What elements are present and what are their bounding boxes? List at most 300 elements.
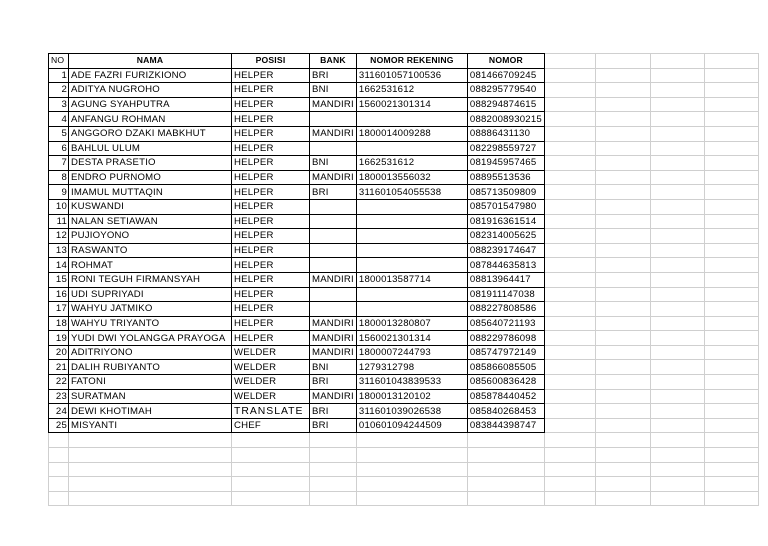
phone-number-cell[interactable]: 08886431130 xyxy=(467,126,544,141)
empty-cell[interactable] xyxy=(595,214,650,229)
bank-cell[interactable] xyxy=(310,214,357,229)
empty-cell[interactable] xyxy=(595,316,650,331)
empty-cell[interactable] xyxy=(704,360,758,375)
phone-number-cell[interactable]: 085747972149 xyxy=(467,345,544,360)
empty-cell[interactable] xyxy=(595,418,650,433)
empty-cell[interactable] xyxy=(544,418,595,433)
name-cell[interactable]: UDI SUPRIYADI xyxy=(69,287,232,302)
empty-cell[interactable] xyxy=(595,126,650,141)
empty-cell[interactable] xyxy=(467,477,544,492)
row-number[interactable]: 5 xyxy=(49,126,69,141)
empty-cell[interactable] xyxy=(595,229,650,244)
empty-cell[interactable] xyxy=(356,462,467,477)
empty-cell[interactable] xyxy=(704,433,758,448)
empty-cell[interactable] xyxy=(310,477,357,492)
row-number[interactable]: 12 xyxy=(49,229,69,244)
empty-cell[interactable] xyxy=(544,272,595,287)
empty-cell[interactable] xyxy=(650,97,704,112)
phone-number-cell[interactable]: 081466709245 xyxy=(467,68,544,83)
empty-cell[interactable] xyxy=(49,433,69,448)
header-cell[interactable]: BANK xyxy=(310,54,357,69)
empty-cell[interactable] xyxy=(650,448,704,463)
row-number[interactable]: 4 xyxy=(49,112,69,127)
bank-cell[interactable]: MANDIRI xyxy=(310,331,357,346)
name-cell[interactable]: SURATMAN xyxy=(69,389,232,404)
empty-cell[interactable] xyxy=(595,272,650,287)
row-number[interactable]: 11 xyxy=(49,214,69,229)
account-number-cell[interactable]: 1560021301314 xyxy=(356,97,467,112)
empty-cell[interactable] xyxy=(704,462,758,477)
name-cell[interactable]: DALIH RUBIYANTO xyxy=(69,360,232,375)
bank-cell[interactable] xyxy=(310,287,357,302)
empty-cell[interactable] xyxy=(704,404,758,419)
empty-cell[interactable] xyxy=(704,331,758,346)
empty-cell[interactable] xyxy=(704,199,758,214)
empty-cell[interactable] xyxy=(704,156,758,171)
empty-cell[interactable] xyxy=(544,214,595,229)
empty-cell[interactable] xyxy=(544,375,595,390)
empty-cell[interactable] xyxy=(310,433,357,448)
empty-cell[interactable] xyxy=(467,491,544,506)
empty-cell[interactable] xyxy=(650,243,704,258)
empty-cell[interactable] xyxy=(650,345,704,360)
empty-cell[interactable] xyxy=(650,185,704,200)
position-cell[interactable]: HELPER xyxy=(232,141,310,156)
account-number-cell[interactable]: 1800013556032 xyxy=(356,170,467,185)
empty-cell[interactable] xyxy=(595,83,650,98)
empty-cell[interactable] xyxy=(704,141,758,156)
empty-cell[interactable] xyxy=(544,345,595,360)
phone-number-cell[interactable]: 083844398747 xyxy=(467,418,544,433)
empty-cell[interactable] xyxy=(544,462,595,477)
empty-cell[interactable] xyxy=(650,126,704,141)
phone-number-cell[interactable]: 081945957465 xyxy=(467,156,544,171)
row-number[interactable]: 22 xyxy=(49,375,69,390)
account-number-cell[interactable]: 010601094244509 xyxy=(356,418,467,433)
bank-cell[interactable]: BRI xyxy=(310,418,357,433)
empty-cell[interactable] xyxy=(704,112,758,127)
account-number-cell[interactable]: 311601039026538 xyxy=(356,404,467,419)
empty-cell[interactable] xyxy=(544,126,595,141)
account-number-cell[interactable] xyxy=(356,229,467,244)
empty-cell[interactable] xyxy=(650,272,704,287)
position-cell[interactable]: WELDER xyxy=(232,345,310,360)
empty-cell[interactable] xyxy=(704,54,758,69)
empty-cell[interactable] xyxy=(544,185,595,200)
empty-cell[interactable] xyxy=(704,83,758,98)
account-number-cell[interactable]: 1662531612 xyxy=(356,83,467,98)
account-number-cell[interactable]: 1800013120102 xyxy=(356,389,467,404)
row-number[interactable]: 23 xyxy=(49,389,69,404)
empty-cell[interactable] xyxy=(650,462,704,477)
row-number[interactable]: 16 xyxy=(49,287,69,302)
name-cell[interactable]: IMAMUL MUTTAQIN xyxy=(69,185,232,200)
empty-cell[interactable] xyxy=(544,199,595,214)
position-cell[interactable]: HELPER xyxy=(232,243,310,258)
empty-cell[interactable] xyxy=(595,243,650,258)
bank-cell[interactable]: BNI xyxy=(310,156,357,171)
account-number-cell[interactable]: 311601057100536 xyxy=(356,68,467,83)
empty-cell[interactable] xyxy=(595,54,650,69)
account-number-cell[interactable]: 1800014009288 xyxy=(356,126,467,141)
empty-cell[interactable] xyxy=(232,491,310,506)
empty-cell[interactable] xyxy=(650,491,704,506)
position-cell[interactable]: HELPER xyxy=(232,112,310,127)
account-number-cell[interactable]: 1800007244793 xyxy=(356,345,467,360)
empty-cell[interactable] xyxy=(544,54,595,69)
phone-number-cell[interactable]: 0882008930215 xyxy=(467,112,544,127)
row-number[interactable]: 13 xyxy=(49,243,69,258)
phone-number-cell[interactable]: 08813964417 xyxy=(467,272,544,287)
empty-cell[interactable] xyxy=(544,331,595,346)
empty-cell[interactable] xyxy=(467,448,544,463)
account-number-cell[interactable] xyxy=(356,302,467,317)
account-number-cell[interactable]: 311601054055538 xyxy=(356,185,467,200)
row-number[interactable]: 14 xyxy=(49,258,69,273)
header-cell[interactable]: NO xyxy=(49,54,69,69)
empty-cell[interactable] xyxy=(544,83,595,98)
empty-cell[interactable] xyxy=(49,462,69,477)
position-cell[interactable]: HELPER xyxy=(232,126,310,141)
bank-cell[interactable]: BRI xyxy=(310,68,357,83)
empty-cell[interactable] xyxy=(595,199,650,214)
empty-cell[interactable] xyxy=(595,156,650,171)
empty-cell[interactable] xyxy=(467,462,544,477)
row-number[interactable]: 8 xyxy=(49,170,69,185)
row-number[interactable]: 18 xyxy=(49,316,69,331)
empty-cell[interactable] xyxy=(69,433,232,448)
empty-cell[interactable] xyxy=(650,112,704,127)
phone-number-cell[interactable]: 08895513536 xyxy=(467,170,544,185)
empty-cell[interactable] xyxy=(650,214,704,229)
empty-cell[interactable] xyxy=(704,491,758,506)
row-number[interactable]: 21 xyxy=(49,360,69,375)
row-number[interactable]: 1 xyxy=(49,68,69,83)
name-cell[interactable]: DEWI KHOTIMAH xyxy=(69,404,232,419)
empty-cell[interactable] xyxy=(544,258,595,273)
empty-cell[interactable] xyxy=(595,112,650,127)
position-cell[interactable]: HELPER xyxy=(232,229,310,244)
empty-cell[interactable] xyxy=(544,316,595,331)
name-cell[interactable]: ADITRIYONO xyxy=(69,345,232,360)
phone-number-cell[interactable]: 088239174647 xyxy=(467,243,544,258)
bank-cell[interactable]: BRI xyxy=(310,185,357,200)
empty-cell[interactable] xyxy=(704,272,758,287)
phone-number-cell[interactable]: 085878440452 xyxy=(467,389,544,404)
empty-cell[interactable] xyxy=(704,302,758,317)
phone-number-cell[interactable]: 082314005625 xyxy=(467,229,544,244)
position-cell[interactable]: HELPER xyxy=(232,199,310,214)
name-cell[interactable]: KUSWANDI xyxy=(69,199,232,214)
empty-cell[interactable] xyxy=(595,448,650,463)
account-number-cell[interactable] xyxy=(356,287,467,302)
empty-cell[interactable] xyxy=(704,214,758,229)
empty-cell[interactable] xyxy=(69,462,232,477)
header-cell[interactable]: NOMOR REKENING xyxy=(356,54,467,69)
phone-number-cell[interactable]: 082298559727 xyxy=(467,141,544,156)
bank-cell[interactable]: MANDIRI xyxy=(310,97,357,112)
bank-cell[interactable]: MANDIRI xyxy=(310,170,357,185)
empty-cell[interactable] xyxy=(650,83,704,98)
name-cell[interactable]: ANFANGU ROHMAN xyxy=(69,112,232,127)
empty-cell[interactable] xyxy=(232,477,310,492)
empty-cell[interactable] xyxy=(650,54,704,69)
row-number[interactable]: 7 xyxy=(49,156,69,171)
position-cell[interactable]: CHEF xyxy=(232,418,310,433)
phone-number-cell[interactable]: 081916361514 xyxy=(467,214,544,229)
name-cell[interactable]: RONI TEGUH FIRMANSYAH xyxy=(69,272,232,287)
empty-cell[interactable] xyxy=(467,433,544,448)
empty-cell[interactable] xyxy=(544,448,595,463)
empty-cell[interactable] xyxy=(595,141,650,156)
position-cell[interactable]: HELPER xyxy=(232,170,310,185)
position-cell[interactable]: HELPER xyxy=(232,331,310,346)
position-cell[interactable]: WELDER xyxy=(232,375,310,390)
empty-cell[interactable] xyxy=(704,316,758,331)
row-number[interactable]: 3 xyxy=(49,97,69,112)
empty-cell[interactable] xyxy=(544,477,595,492)
account-number-cell[interactable] xyxy=(356,214,467,229)
empty-cell[interactable] xyxy=(704,258,758,273)
name-cell[interactable]: WAHYU JATMIKO xyxy=(69,302,232,317)
empty-cell[interactable] xyxy=(49,448,69,463)
name-cell[interactable]: BAHLUL ULUM xyxy=(69,141,232,156)
position-cell[interactable]: HELPER xyxy=(232,272,310,287)
empty-cell[interactable] xyxy=(650,68,704,83)
empty-cell[interactable] xyxy=(595,491,650,506)
empty-cell[interactable] xyxy=(544,112,595,127)
empty-cell[interactable] xyxy=(69,448,232,463)
name-cell[interactable]: PUJIOYONO xyxy=(69,229,232,244)
empty-cell[interactable] xyxy=(704,97,758,112)
empty-cell[interactable] xyxy=(595,68,650,83)
empty-cell[interactable] xyxy=(544,404,595,419)
empty-cell[interactable] xyxy=(595,389,650,404)
bank-cell[interactable] xyxy=(310,141,357,156)
header-cell[interactable]: NOMOR xyxy=(467,54,544,69)
empty-cell[interactable] xyxy=(544,389,595,404)
empty-cell[interactable] xyxy=(356,448,467,463)
empty-cell[interactable] xyxy=(595,462,650,477)
name-cell[interactable]: YUDI DWI YOLANGGA PRAYOGA xyxy=(69,331,232,346)
name-cell[interactable]: NALAN SETIAWAN xyxy=(69,214,232,229)
position-cell[interactable]: HELPER xyxy=(232,156,310,171)
empty-cell[interactable] xyxy=(356,477,467,492)
empty-cell[interactable] xyxy=(650,258,704,273)
empty-cell[interactable] xyxy=(69,477,232,492)
phone-number-cell[interactable]: 088295779540 xyxy=(467,83,544,98)
name-cell[interactable]: ENDRO PURNOMO xyxy=(69,170,232,185)
name-cell[interactable]: ADE FAZRI FURIZKIONO xyxy=(69,68,232,83)
row-number[interactable]: 6 xyxy=(49,141,69,156)
bank-cell[interactable]: BRI xyxy=(310,404,357,419)
position-cell[interactable]: TRANSLATE xyxy=(232,404,310,419)
empty-cell[interactable] xyxy=(595,404,650,419)
empty-cell[interactable] xyxy=(595,287,650,302)
empty-cell[interactable] xyxy=(704,389,758,404)
empty-cell[interactable] xyxy=(310,448,357,463)
phone-number-cell[interactable]: 085701547980 xyxy=(467,199,544,214)
empty-cell[interactable] xyxy=(544,433,595,448)
row-number[interactable]: 17 xyxy=(49,302,69,317)
empty-cell[interactable] xyxy=(650,302,704,317)
name-cell[interactable]: AGUNG SYAHPUTRA xyxy=(69,97,232,112)
empty-cell[interactable] xyxy=(595,477,650,492)
empty-cell[interactable] xyxy=(704,477,758,492)
empty-cell[interactable] xyxy=(704,345,758,360)
empty-cell[interactable] xyxy=(595,345,650,360)
bank-cell[interactable]: MANDIRI xyxy=(310,345,357,360)
empty-cell[interactable] xyxy=(595,97,650,112)
bank-cell[interactable]: MANDIRI xyxy=(310,389,357,404)
empty-cell[interactable] xyxy=(595,375,650,390)
phone-number-cell[interactable]: 088294874615 xyxy=(467,97,544,112)
phone-number-cell[interactable]: 085866085505 xyxy=(467,360,544,375)
empty-cell[interactable] xyxy=(310,491,357,506)
empty-cell[interactable] xyxy=(232,448,310,463)
empty-cell[interactable] xyxy=(650,418,704,433)
bank-cell[interactable]: BNI xyxy=(310,83,357,98)
empty-cell[interactable] xyxy=(544,141,595,156)
account-number-cell[interactable] xyxy=(356,199,467,214)
bank-cell[interactable] xyxy=(310,199,357,214)
row-number[interactable]: 25 xyxy=(49,418,69,433)
position-cell[interactable]: HELPER xyxy=(232,214,310,229)
account-number-cell[interactable] xyxy=(356,141,467,156)
empty-cell[interactable] xyxy=(704,170,758,185)
empty-cell[interactable] xyxy=(544,97,595,112)
empty-cell[interactable] xyxy=(544,302,595,317)
position-cell[interactable]: HELPER xyxy=(232,68,310,83)
empty-cell[interactable] xyxy=(704,243,758,258)
position-cell[interactable]: HELPER xyxy=(232,302,310,317)
bank-cell[interactable] xyxy=(310,243,357,258)
phone-number-cell[interactable]: 085840268453 xyxy=(467,404,544,419)
empty-cell[interactable] xyxy=(544,243,595,258)
phone-number-cell[interactable]: 081911147038 xyxy=(467,287,544,302)
row-number[interactable]: 15 xyxy=(49,272,69,287)
account-number-cell[interactable]: 1279312798 xyxy=(356,360,467,375)
name-cell[interactable]: ROHMAT xyxy=(69,258,232,273)
empty-cell[interactable] xyxy=(704,185,758,200)
row-number[interactable]: 2 xyxy=(49,83,69,98)
empty-cell[interactable] xyxy=(544,156,595,171)
empty-cell[interactable] xyxy=(650,141,704,156)
bank-cell[interactable] xyxy=(310,302,357,317)
header-cell[interactable]: POSISI xyxy=(232,54,310,69)
empty-cell[interactable] xyxy=(595,360,650,375)
row-number[interactable]: 24 xyxy=(49,404,69,419)
empty-cell[interactable] xyxy=(356,491,467,506)
bank-cell[interactable]: MANDIRI xyxy=(310,126,357,141)
empty-cell[interactable] xyxy=(704,126,758,141)
empty-cell[interactable] xyxy=(544,491,595,506)
row-number[interactable]: 19 xyxy=(49,331,69,346)
row-number[interactable]: 9 xyxy=(49,185,69,200)
empty-cell[interactable] xyxy=(650,404,704,419)
phone-number-cell[interactable]: 085640721193 xyxy=(467,316,544,331)
empty-cell[interactable] xyxy=(650,156,704,171)
phone-number-cell[interactable]: 088229786098 xyxy=(467,331,544,346)
empty-cell[interactable] xyxy=(650,199,704,214)
row-number[interactable]: 20 xyxy=(49,345,69,360)
empty-cell[interactable] xyxy=(704,68,758,83)
empty-cell[interactable] xyxy=(650,229,704,244)
bank-cell[interactable]: BRI xyxy=(310,375,357,390)
empty-cell[interactable] xyxy=(310,462,357,477)
position-cell[interactable]: HELPER xyxy=(232,185,310,200)
position-cell[interactable]: HELPER xyxy=(232,97,310,112)
bank-cell[interactable] xyxy=(310,112,357,127)
bank-cell[interactable]: MANDIRI xyxy=(310,316,357,331)
name-cell[interactable]: DESTA PRASETIO xyxy=(69,156,232,171)
empty-cell[interactable] xyxy=(704,287,758,302)
account-number-cell[interactable]: 1662531612 xyxy=(356,156,467,171)
empty-cell[interactable] xyxy=(595,331,650,346)
empty-cell[interactable] xyxy=(650,170,704,185)
phone-number-cell[interactable]: 085713509809 xyxy=(467,185,544,200)
account-number-cell[interactable]: 311601043839533 xyxy=(356,375,467,390)
position-cell[interactable]: HELPER xyxy=(232,287,310,302)
account-number-cell[interactable] xyxy=(356,258,467,273)
account-number-cell[interactable]: 1560021301314 xyxy=(356,331,467,346)
name-cell[interactable]: WAHYU TRIYANTO xyxy=(69,316,232,331)
empty-cell[interactable] xyxy=(544,170,595,185)
empty-cell[interactable] xyxy=(356,433,467,448)
empty-cell[interactable] xyxy=(595,302,650,317)
empty-cell[interactable] xyxy=(49,491,69,506)
empty-cell[interactable] xyxy=(650,375,704,390)
position-cell[interactable]: HELPER xyxy=(232,83,310,98)
empty-cell[interactable] xyxy=(69,491,232,506)
empty-cell[interactable] xyxy=(544,287,595,302)
bank-cell[interactable] xyxy=(310,258,357,273)
empty-cell[interactable] xyxy=(704,375,758,390)
empty-cell[interactable] xyxy=(544,68,595,83)
position-cell[interactable]: HELPER xyxy=(232,258,310,273)
name-cell[interactable]: ADITYA NUGROHO xyxy=(69,83,232,98)
bank-cell[interactable] xyxy=(310,229,357,244)
position-cell[interactable]: WELDER xyxy=(232,360,310,375)
empty-cell[interactable] xyxy=(595,433,650,448)
name-cell[interactable]: ANGGORO DZAKI MABKHUT xyxy=(69,126,232,141)
empty-cell[interactable] xyxy=(650,316,704,331)
phone-number-cell[interactable]: 085600836428 xyxy=(467,375,544,390)
bank-cell[interactable]: BNI xyxy=(310,360,357,375)
account-number-cell[interactable]: 1800013280807 xyxy=(356,316,467,331)
empty-cell[interactable] xyxy=(650,389,704,404)
empty-cell[interactable] xyxy=(232,433,310,448)
empty-cell[interactable] xyxy=(650,331,704,346)
phone-number-cell[interactable]: 087844635813 xyxy=(467,258,544,273)
empty-cell[interactable] xyxy=(232,462,310,477)
account-number-cell[interactable] xyxy=(356,243,467,258)
empty-cell[interactable] xyxy=(544,360,595,375)
empty-cell[interactable] xyxy=(595,258,650,273)
empty-cell[interactable] xyxy=(650,477,704,492)
account-number-cell[interactable] xyxy=(356,112,467,127)
empty-cell[interactable] xyxy=(704,448,758,463)
empty-cell[interactable] xyxy=(595,170,650,185)
position-cell[interactable]: HELPER xyxy=(232,316,310,331)
phone-number-cell[interactable]: 088227808586 xyxy=(467,302,544,317)
header-cell[interactable]: NAMA xyxy=(69,54,232,69)
bank-cell[interactable]: MANDIRI xyxy=(310,272,357,287)
empty-cell[interactable] xyxy=(544,229,595,244)
name-cell[interactable]: MISYANTI xyxy=(69,418,232,433)
empty-cell[interactable] xyxy=(704,229,758,244)
name-cell[interactable]: RASWANTO xyxy=(69,243,232,258)
